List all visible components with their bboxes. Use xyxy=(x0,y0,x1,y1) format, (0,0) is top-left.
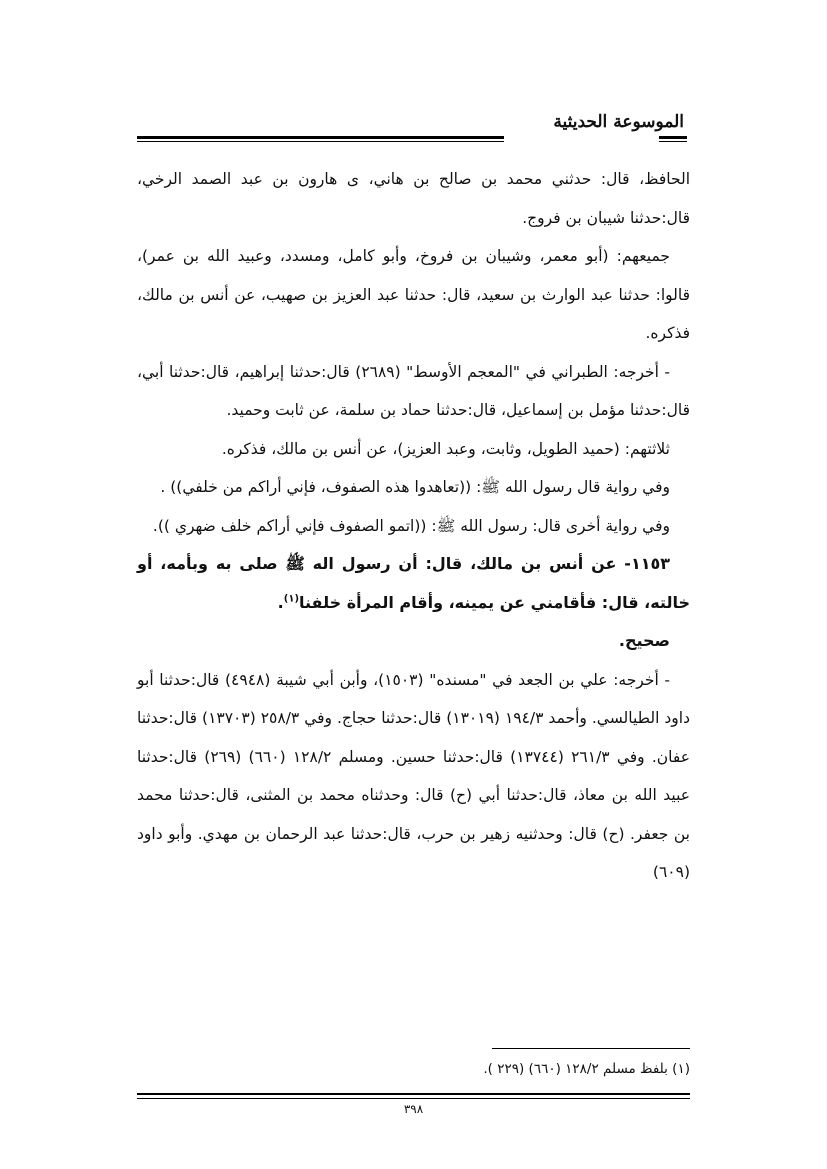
paragraph: وفي رواية أخرى قال: رسول الله ﷺ: ((اتمو الصفوف فإني أراكم خلف ضهري )). xyxy=(152,516,670,535)
header-rule xyxy=(137,136,504,139)
footnote-marker[interactable]: (١) xyxy=(283,593,300,605)
grading: صحيح. xyxy=(618,631,670,650)
header-rule-short-thin xyxy=(659,141,687,142)
paragraph: - أخرجه: علي بن الجعد في "مسنده" (١٥٠٣)، وأبن أبي شيبة (٤٩٤٨) قال:حدثنا أبو داود الطيالسي. وأحمد ١٩٤/٣ (١٣٠١٩) قال:حدثنا حجاج. وفي ٢٥٨/٣ (١٣٧٠٣) قال:حدثنا عفان. وفي ٢٦١/٣ (١٣٧٤٤) قال:حدثنا حسين. ومسلم ١٢٨/٢ (٦٦٠) (٢٦٩) قال:حدثنا عبيد الله بن معاذ، قال:حدثنا أبي (ح) قال: وحدثناه محمد بن المثنى، قال:حدثنا محمد بن جعفر. (ح) قال: وحدثنيه زهير بن حرب، قال:حدثنا عبد الرحمان بن مهدي. وأبو داود (٦٠٩) xyxy=(137,670,690,881)
header-title: الموسوعة الحديثية xyxy=(553,112,684,132)
footnote-separator xyxy=(492,1048,690,1049)
paragraph: ثلاثتهم: (حميد الطويل، وثابت، وعبد العزيز)، عن أنس بن مالك، فذكره. xyxy=(221,439,670,458)
hadith-end: . xyxy=(277,592,284,612)
footer-rule xyxy=(137,1093,690,1095)
paragraph: جميعهم: (أبو معمر، وشيبان بن فروخ، وأبو كامل، ومسدد، وعبيد الله بن عمر)، قالوا: حدثنا عبد الوارث بن سعيد، قال: حدثنا عبد العزيز بن صهيب، عن أنس بن مالك، فذكره. xyxy=(137,247,690,342)
hadith-heading xyxy=(137,545,690,622)
paragraph: - أخرجه: الطبراني في "المعجم الأوسط" (٢٦٨٩) قال:حدثنا إبراهيم، قال:حدثنا أبي، قال:حدثنا مؤمل بن إسماعيل، قال:حدثنا حماد بن سلمة، عن ثابت وحميد. xyxy=(137,362,690,419)
footnote: (١) بلفظ مسلم ١٢٨/٢ (٦٦٠) (٢٢٩ ). xyxy=(483,1061,690,1077)
header-rule-short xyxy=(659,136,687,139)
page-number: ٣٩٨ xyxy=(403,1102,424,1116)
running-header xyxy=(137,112,690,142)
paragraph: وفي رواية قال رسول الله ﷺ: ((تعاهدوا هذه الصفوف، فإني أراكم من خلفي)) . xyxy=(160,478,670,496)
body-text xyxy=(137,160,690,892)
header-rule-thin xyxy=(137,141,504,142)
hadith-text: ١١٥٣- عن أنس بن مالك، قال: أن رسول اله ﷺ صلى به وبأمه، أو خالته، قال: فأقامني عن يمينه، وأقام المرأة خلفنا xyxy=(137,554,690,612)
footer-rule-thin xyxy=(137,1098,690,1099)
paragraph: الحافظ، قال: حدثني محمد بن صالح بن هاني، ى هارون بن عبد الصمد الرخي، قال:حدثنا شيبان بن فروج. xyxy=(137,170,690,227)
